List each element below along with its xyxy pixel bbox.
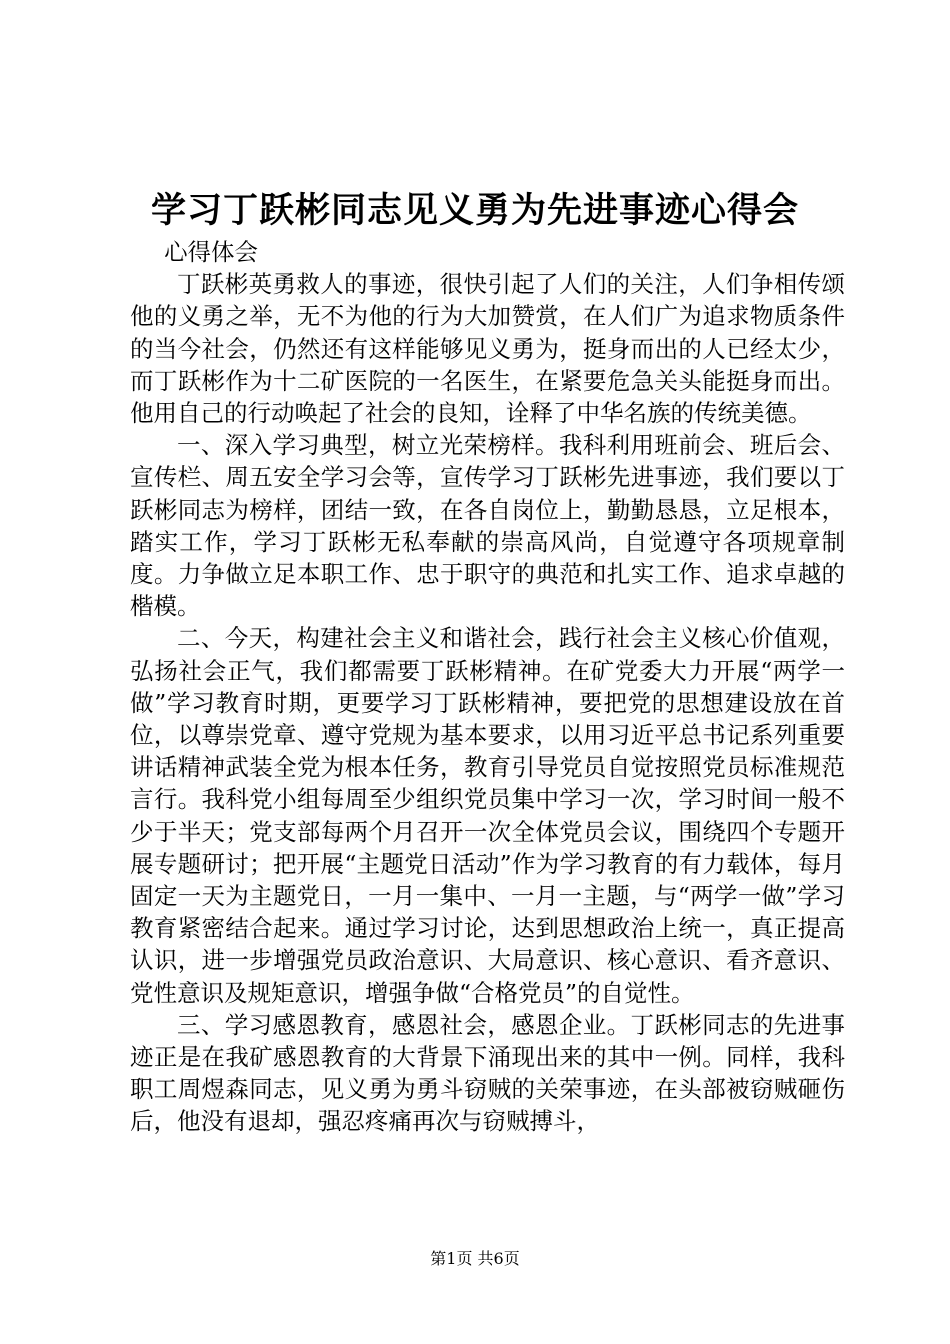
paragraph-intro: 丁跃彬英勇救人的事迹，很快引起了人们的关注，人们争相传颂他的义勇之举，无不为他的行为大加赞赏，在人们广为追求物质条件的当今社会，仍然还有这样能够见义勇为，挺身而出的人已经太少，而丁跃彬作为十二矿医院的一名医生，在紧要危急关头能挺身而出。他用自己的行动唤起了社会的良知，诠释了中华名族的传统美德。 — [130, 270, 845, 428]
document-body — [130, 236, 845, 1138]
page-footer: 第1页 共6页 — [430, 1249, 520, 1268]
paragraph-section-3: 三、学习感恩教育，感恩社会，感恩企业。丁跃彬同志的先进事迹正是在我矿感恩教育的大背景下涌现出来的其中一例。同样，我科职工周煜森同志，见义勇为勇斗窃贼的关荣事迹，在头部被窃贼砸伤后，他没有退却，强忍疼痛再次与窃贼搏斗， — [130, 1010, 845, 1136]
subtitle: 心得体会 — [164, 238, 259, 266]
paragraph-section-2: 二、今天，构建社会主义和谐社会，践行社会主义核心价值观，弘扬社会正气，我们都需要丁跃彬精神。在矿党委大力开展“两学一做”学习教育时期，更要学习丁跃彬精神，要把党的思想建设放在首位，以尊崇党章、遵守党规为基本要求，以用习近平总书记系列重要讲话精神武装全党为根本任务，教育引导党员自觉按照党员标准规范言行。我科党小组每周至少组织党员集中学习一次，学习时间一般不少于半天；党支部每两个月召开一次全体党员会议，围绕四个专题开展专题研讨；把开展“主题党日活动”作为学习教育的有力载体，每月固定一天为主题党日，一月一集中、一月一主题，与“两学一做”学习教育紧密结合起来。通过学习讨论，达到思想政治上统一，真正提高认识，进一步增强党员政治意识、大局意识、核心意识、看齐意识、党性意识及规矩意识，增强争做“合格党员”的自觉性。 — [130, 624, 845, 1007]
paragraph-section-1: 一、深入学习典型，树立光荣榜样。我科利用班前会、班后会、宣传栏、周五安全学习会等，宣传学习丁跃彬先进事迹，我们要以丁跃彬同志为榜样，团结一致，在各自岗位上，勤勤恳恳，立足根本，踏实工作，学习丁跃彬无私奉献的崇高风尚，自觉遵守各项规章制度。力争做立足本职工作、忠于职守的典范和扎实工作、追求卓越的楷模。 — [130, 431, 845, 621]
document-title: 学习丁跃彬同志见义勇为先进事迹心得会 — [150, 190, 799, 231]
